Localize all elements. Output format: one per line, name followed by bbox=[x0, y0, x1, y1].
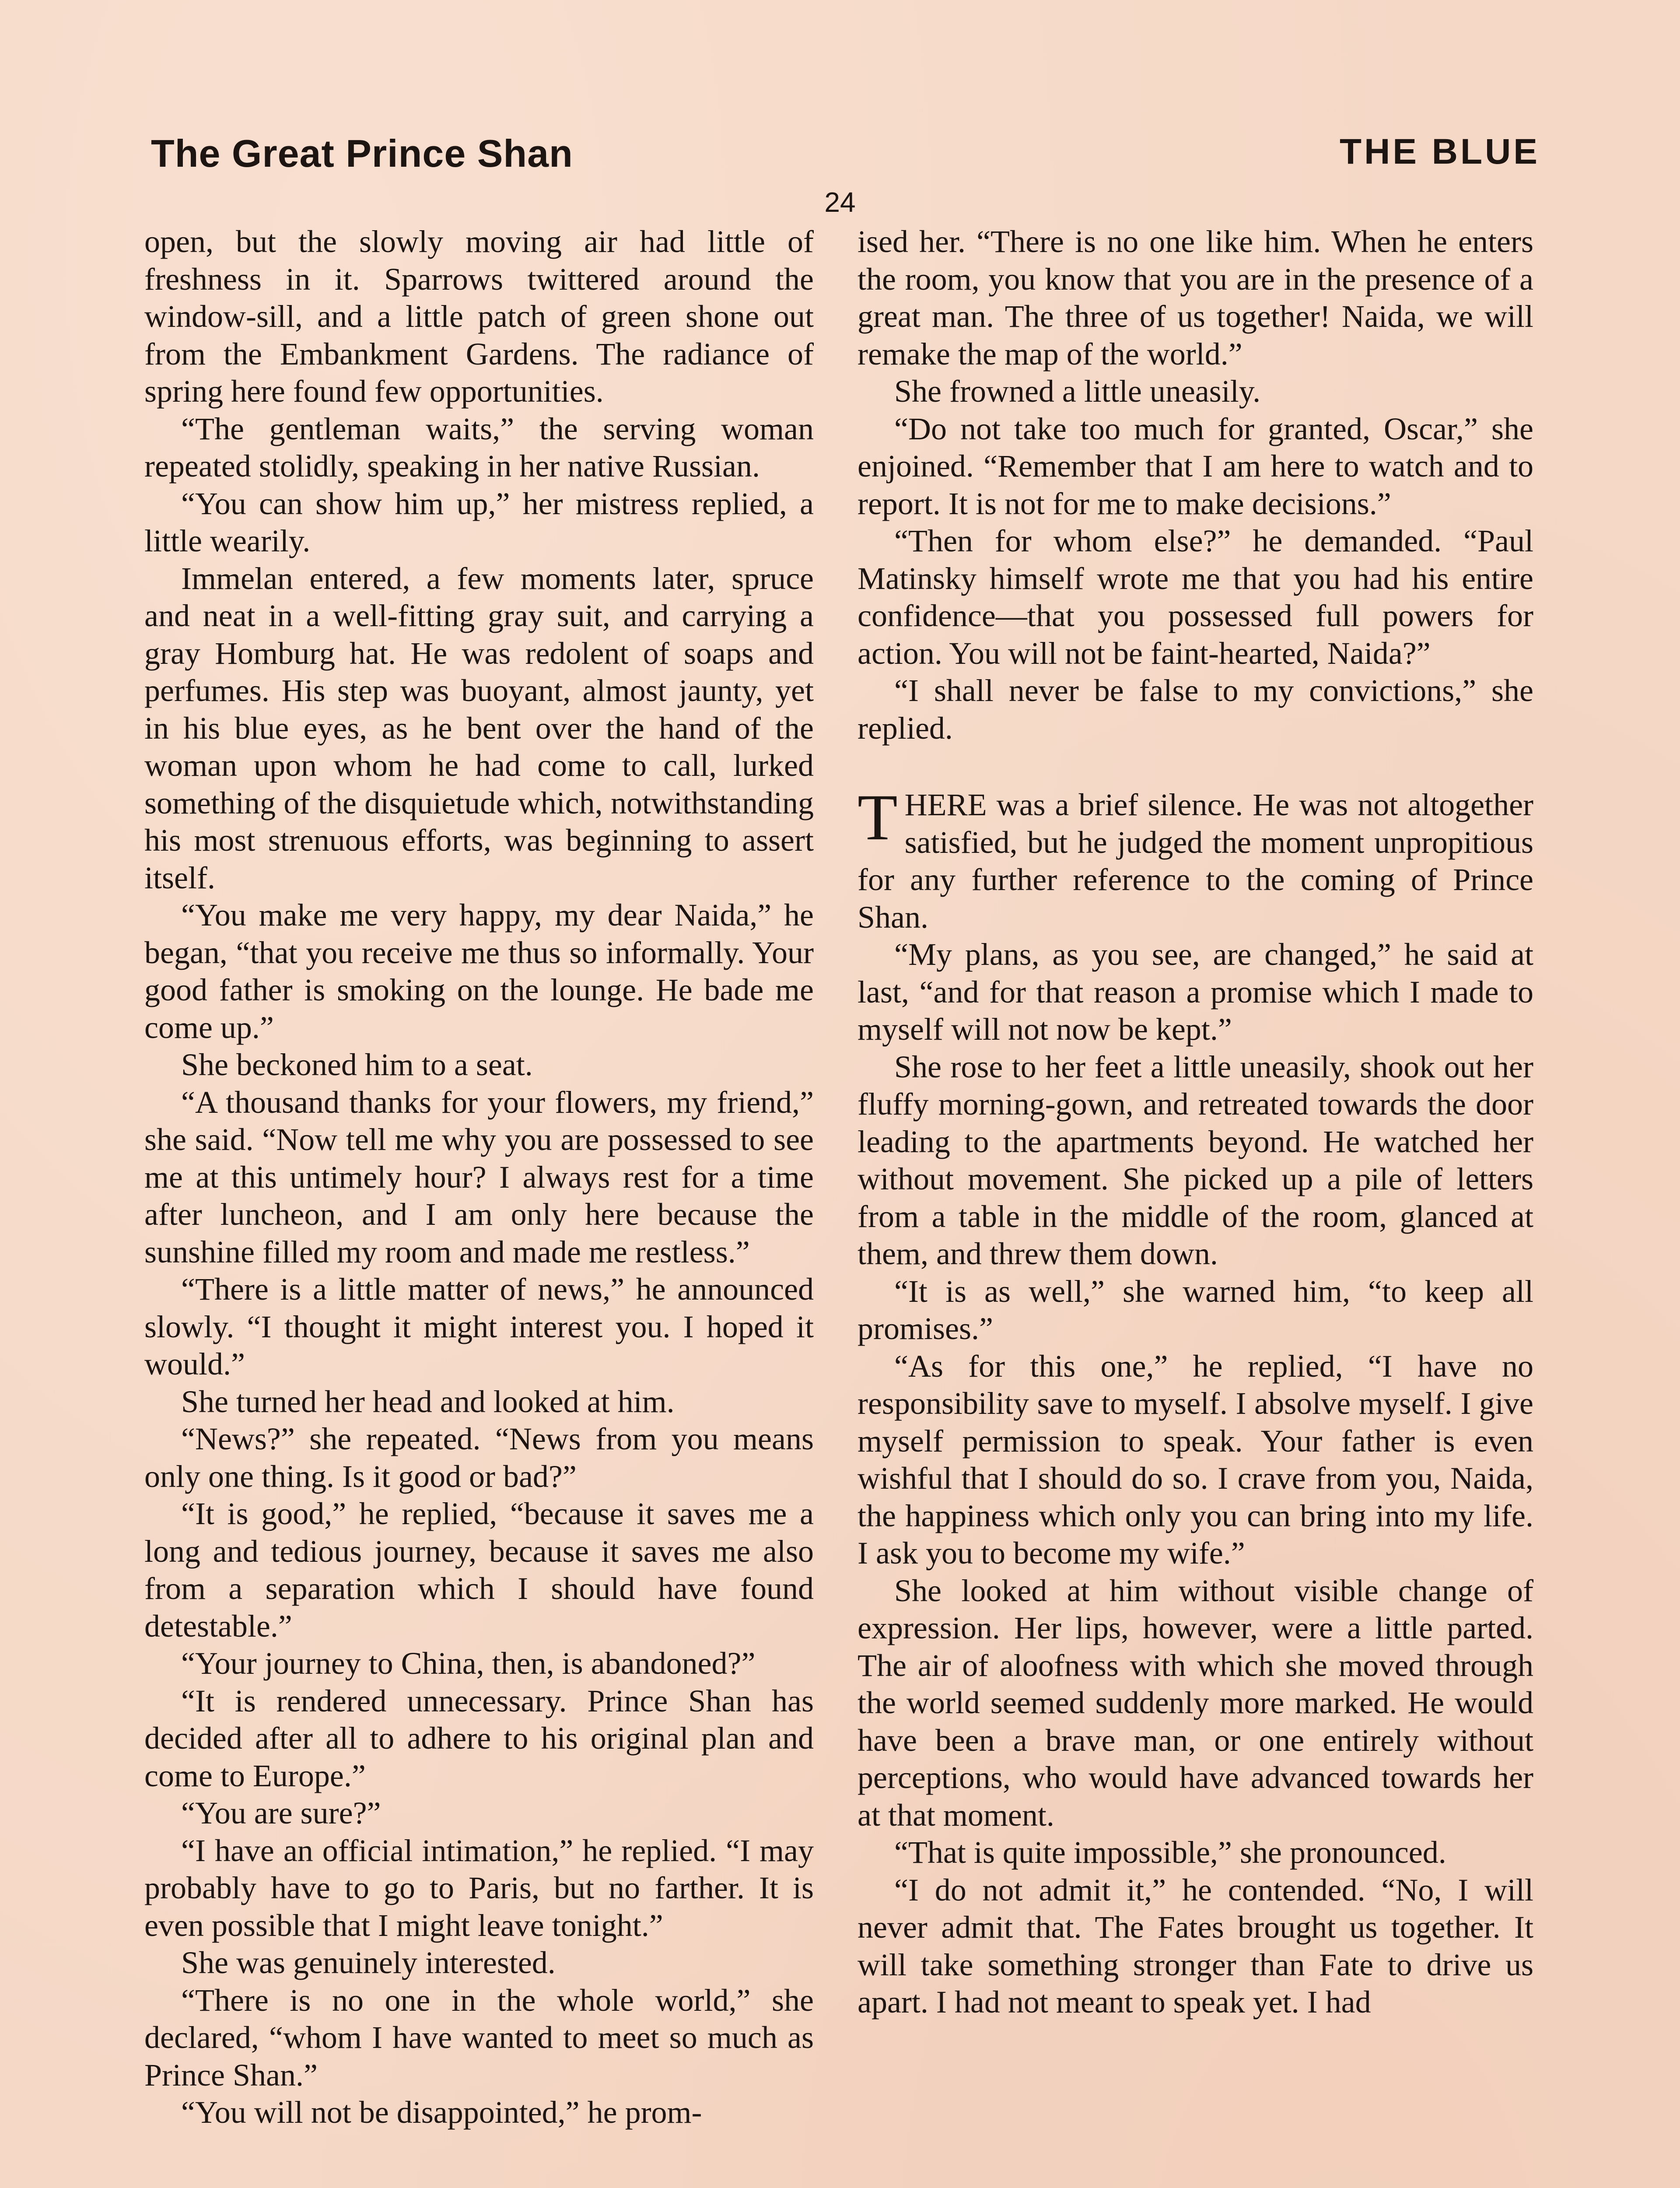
running-title: The Great Prince Shan bbox=[151, 132, 573, 175]
paragraph: “You will not be disappointed,” he prom- bbox=[181, 2095, 702, 2130]
section-break bbox=[858, 747, 1533, 786]
paragraph: “It is rendered unnecessary. Prince Shan has decided after all to adhere to his original plan and come to Europe.” bbox=[144, 1683, 814, 1793]
paragraph: “It is good,” he replied, “because it saves me a long and tedious journey, because it saves me also from a separation which I should have found detestable.” bbox=[144, 1496, 814, 1644]
paragraph: She frowned a little uneasily. bbox=[894, 374, 1261, 409]
paragraph: “It is as well,” she warned him, “to keep all promises.” bbox=[858, 1273, 1533, 1346]
paragraph: ised her. “There is no one like him. When he enters the room, you know that you are in the presence of a great man. The three of us together! Naida, we will remake the map of the world.” bbox=[858, 224, 1533, 372]
paragraph: She looked at him without visible change of expression. Her lips, however, were a little parted. The air of aloofness with which she moved through the world seemed suddenly more marked. He would have been a brave man, or one entirely without perceptions, who would have advanced towards her at that moment. bbox=[858, 1573, 1533, 1833]
paragraph: She was genuinely interested. bbox=[181, 1945, 556, 1980]
opening-text: HERE was a brief silence. He was not altogether satisfied, but he judged the moment unpropitious for any further reference to the coming of Prince Shan. bbox=[858, 787, 1533, 935]
paragraph: “Your journey to China, then, is abandoned?” bbox=[181, 1646, 756, 1681]
magazine-name: THE BLUE bbox=[1340, 132, 1540, 172]
paragraph: “I do not admit it,” he contended. “No, I will never admit that. The Fates brought us together. It will take something stronger than Fate to drive us apart. I had not meant to speak yet. I had bbox=[858, 1872, 1533, 2020]
paragraph: “News?” she repeated. “News from you means only one thing. Is it good or bad?” bbox=[144, 1421, 814, 1494]
paragraph: Immelan entered, a few moments later, spruce and neat in a well-fitting gray suit, and carrying a gray Homburg hat. He was redolent of soaps and perfumes. His step was buoyant, almost jaunty, yet in his blue eyes, as he bent over the hand of the woman upon whom he had come to call, lurked something of the disquietude which, notwithstanding his most strenuous efforts, was beginning to assert itself. bbox=[144, 561, 814, 895]
paragraph: “As for this one,” he replied, “I have no responsibility save to myself. I absolve myself. I give myself permission to speak. Your father is even wishful that I should do so. I crave from you, Naida, the happiness which only you can bring into my life. I ask you to become my wife.” bbox=[858, 1348, 1533, 1571]
paragraph: “The gentleman waits,” the serving woman repeated stolidly, speaking in her native Russian. bbox=[144, 411, 814, 484]
right-column bbox=[858, 223, 1533, 2021]
paragraph: “You make me very happy, my dear Naida,” he began, “that you receive me thus so informally. Your good father is smoking on the lounge. He bade me come up.” bbox=[144, 898, 814, 1045]
paragraph: “You are sure?” bbox=[181, 1795, 381, 1830]
page-number: 24 bbox=[824, 186, 856, 218]
paragraph: “Do not take too much for granted, Oscar,” she enjoined. “Remember that I am here to watch and to report. It is not for me to make decisions.” bbox=[858, 411, 1533, 521]
paragraph: “A thousand thanks for your flowers, my friend,” she said. “Now tell me why you are possessed to see me at this untimely hour? I always rest for a time after luncheon, and I am only here because the sunshine filled my room and made me restless.” bbox=[144, 1084, 814, 1269]
left-column bbox=[144, 223, 814, 2132]
paragraph: “That is quite impossible,” she pronounced. bbox=[894, 1835, 1446, 1870]
page-header bbox=[151, 131, 1540, 184]
section-opening-paragraph bbox=[858, 781, 1533, 936]
paragraph: She rose to her feet a little uneasily, shook out her fluffy morning-gown, and retreated towards the door leading to the apartments beyond. He watched her without movement. She picked up a pile of letters from a table in the middle of the room, glanced at them, and threw them down. bbox=[858, 1049, 1533, 1271]
paragraph: “Then for whom else?” he demanded. “Paul Matinsky himself wrote me that you had his entire confidence—that you possessed full powers for action. You will not be faint-hearted, Naida?” bbox=[858, 523, 1533, 671]
paragraph: “I have an official intimation,” he replied. “I may probably have to go to Paris, but no farther. It is even possible that I might leave tonight.” bbox=[144, 1833, 814, 1943]
paragraph: She beckoned him to a seat. bbox=[181, 1047, 533, 1082]
paragraph: open, but the slowly moving air had little of freshness in it. Sparrows twittered around the window-sill, and a little patch of green shone out from the Embankment Gardens. The radiance of spring here found few opportunities. bbox=[144, 224, 814, 409]
paragraph: “There is no one in the whole world,” she declared, “whom I have wanted to meet so much as Prince Shan.” bbox=[144, 1982, 814, 2093]
paragraph: “My plans, as you see, are changed,” he said at last, “and for that reason a promise which I made to myself will not now be kept.” bbox=[858, 937, 1533, 1047]
paragraph: “You can show him up,” her mistress replied, a little wearily. bbox=[144, 486, 814, 558]
paragraph: “There is a little matter of news,” he announced slowly. “I thought it might interest you. I hoped it would.” bbox=[144, 1272, 814, 1382]
drop-cap: T bbox=[858, 781, 898, 854]
paragraph: “I shall never be false to my convictions,” she replied. bbox=[858, 673, 1533, 746]
paragraph: She turned her head and looked at him. bbox=[181, 1384, 675, 1419]
